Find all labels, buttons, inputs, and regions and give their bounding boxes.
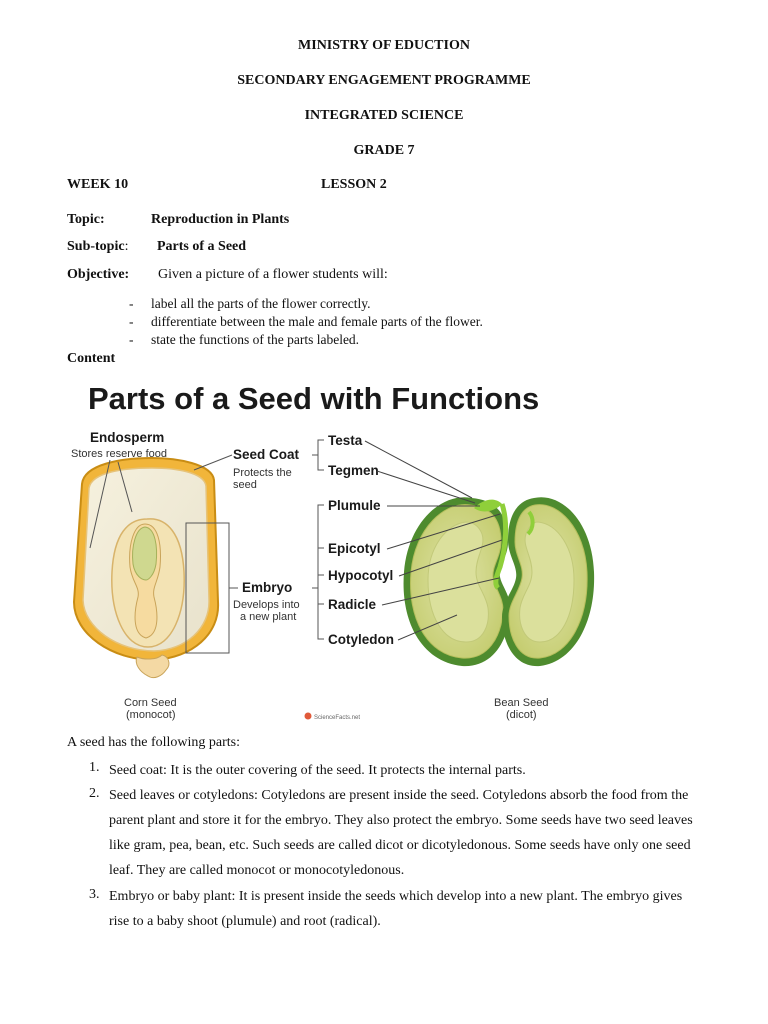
subtopic-label-row <box>67 239 128 255</box>
header-subject: INTEGRATED SCIENCE <box>304 108 464 123</box>
sciencefacts-logo <box>305 713 361 722</box>
objective-item: label all the parts of the flower correctly. <box>151 296 371 311</box>
week-label: WEEK 10 <box>67 177 129 192</box>
list-item-1 <box>109 758 526 783</box>
label-endosperm-desc: Stores reserve food <box>71 448 167 460</box>
label-embryo-desc2: a new plant <box>240 611 297 623</box>
label-brackets <box>312 440 324 639</box>
label-endosperm: Endosperm <box>90 430 165 445</box>
figure-title: Parts of a Seed with Functions <box>88 381 540 416</box>
label-hypocotyl: Hypocotyl <box>328 568 394 583</box>
list-line: rise to a baby shoot (plumule) and root (radical). <box>109 914 381 929</box>
label-plumule: Plumule <box>328 498 381 513</box>
label-corn-seed-sub: (monocot) <box>126 709 176 721</box>
subtopic-label: Sub-topic <box>67 239 125 254</box>
label-seed-coat-desc1: Protects the <box>233 467 292 479</box>
intro-text: A seed has the following parts: <box>67 735 241 750</box>
label-bean-seed: Bean Seed <box>494 697 549 709</box>
objective-value: Given a picture of a flower students will: <box>158 267 388 282</box>
seed-parts-figure <box>62 372 622 728</box>
topic-value: Reproduction in Plants <box>151 212 290 227</box>
objective-item: differentiate between the male and female parts of the flower. <box>151 314 483 329</box>
subtopic-value: Parts of a Seed <box>157 239 247 254</box>
lesson-label: LESSON 2 <box>321 177 387 192</box>
header-ministry: MINISTRY OF EDUCTION <box>298 38 470 53</box>
list-line: Seed leaves or cotyledons: Cotyledons are present inside the seed. Cotyledons absorb the food from the <box>109 788 689 803</box>
label-corn-seed: Corn Seed <box>124 697 177 709</box>
list-number: 1. <box>89 760 100 775</box>
bullet-dash: - <box>129 332 134 347</box>
label-seed-coat: Seed Coat <box>233 447 300 462</box>
objective-label: Objective: <box>67 267 130 282</box>
bullet-dash: - <box>129 314 134 329</box>
objective-item: state the functions of the parts labeled. <box>151 332 360 347</box>
header-grade: GRADE 7 <box>353 143 415 158</box>
list-line: Seed coat: It is the outer covering of the seed. It protects the internal parts. <box>109 763 526 778</box>
label-epicotyl: Epicotyl <box>328 541 381 556</box>
bullet-dash: - <box>129 296 134 311</box>
subtopic-colon: : <box>124 239 129 254</box>
label-seed-coat-desc2: seed <box>233 479 257 491</box>
label-embryo: Embryo <box>242 580 293 595</box>
list-line: like gram, pea, bean, etc. Such seeds are called dicot or dicotyledonous. Some seeds have only one seed <box>109 838 691 853</box>
list-line: parent plant and store it for the embryo. They also protect the embryo. Some seeds have two seed leaves <box>109 813 693 828</box>
list-item-3 <box>109 884 682 934</box>
list-line: Embryo or baby plant: It is present inside the seeds which develop into a new plant. The embryo gives <box>109 889 683 904</box>
label-embryo-desc1: Develops into <box>233 599 300 611</box>
corn-seed-illustration <box>74 455 238 678</box>
content-label: Content <box>67 351 116 366</box>
list-item-2 <box>109 783 693 883</box>
list-line: leaf. They are called monocot or monocotyledonous. <box>109 863 405 878</box>
bean-seed-illustration <box>404 497 595 666</box>
list-number: 2. <box>89 786 100 801</box>
header-programme: SECONDARY ENGAGEMENT PROGRAMME <box>237 73 531 88</box>
topic-label: Topic: <box>67 212 105 227</box>
label-radicle: Radicle <box>328 597 377 612</box>
label-tegmen: Tegmen <box>328 463 379 478</box>
list-number: 3. <box>89 887 100 902</box>
label-bean-seed-sub: (dicot) <box>506 709 537 721</box>
label-cotyledon: Cotyledon <box>328 632 394 647</box>
label-credit: ScienceFacts.net <box>314 715 361 721</box>
label-testa: Testa <box>328 433 363 448</box>
